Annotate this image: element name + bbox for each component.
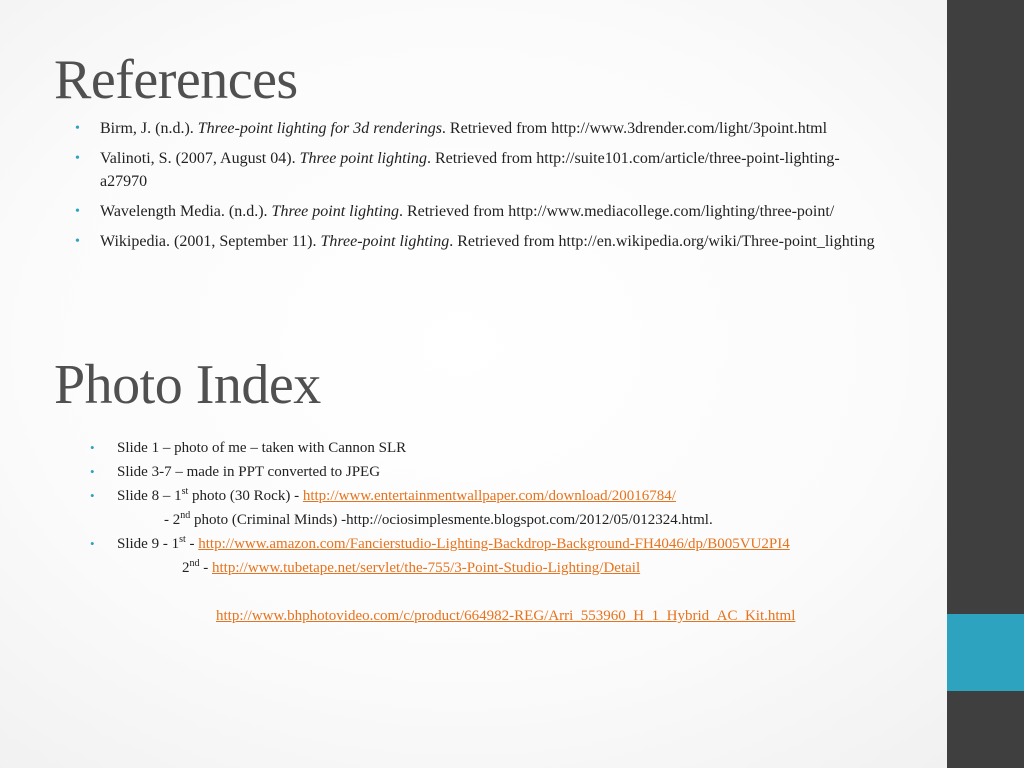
photo-item-text: - <box>185 536 199 552</box>
photo-index-heading: Photo Index <box>54 354 321 416</box>
sidebar-accent-block <box>947 614 1024 691</box>
photo-source-link[interactable]: http://www.entertainmentwallpaper.com/download/20016784/ <box>302 488 676 504</box>
photo-source-link[interactable]: http://www.tubetape.net/servlet/the-755/3-Point-Studio-Lighting/Detail <box>212 560 641 576</box>
reference-author: Valinoti, S. (2007, August 04). <box>100 150 296 167</box>
photo-item-text: 2 <box>182 560 190 576</box>
bullet-icon: • <box>90 488 95 503</box>
photo-source-link[interactable]: http://www.amazon.com/Fancierstudio-Lighting-Backdrop-Background-FH4046/dp/B005VU2PI4 <box>198 536 790 552</box>
photo-item-slide3-7 <box>90 462 890 482</box>
ordinal-suffix: nd <box>180 510 191 521</box>
reference-item <box>75 117 875 140</box>
reference-title: Three-point lighting for 3d renderings <box>197 120 442 137</box>
photo-item-text: Slide 8 – 1 <box>117 488 182 504</box>
reference-source: . Retrieved from http://www.mediacollege.com/lighting/three-point/ <box>398 203 835 220</box>
references-list <box>75 117 875 260</box>
reference-source: . Retrieved from http://www.3drender.com/light/3point.html <box>441 120 828 137</box>
photo-item-slide8 <box>90 486 890 506</box>
photo-item-slide8-second <box>90 510 890 530</box>
photo-item-text: photo (Criminal Minds) -http://ociosimplesmente.blogspot.com/2012/05/012324.html. <box>190 512 713 528</box>
bullet-icon: • <box>90 536 95 551</box>
ordinal-suffix: st <box>179 534 186 545</box>
ordinal-suffix: st <box>181 486 189 497</box>
photo-item-text: Slide 1 – photo of me – taken with Cannon SLR <box>117 440 407 456</box>
photo-item-text: - 2 <box>164 512 181 528</box>
reference-item <box>75 230 875 253</box>
photo-item-text: Slide 3-7 – made in PPT converted to JPEG <box>117 464 381 480</box>
photo-item-slide9-third-link-wrap <box>90 606 850 626</box>
photo-item-text: Slide 9 - 1 <box>117 536 180 552</box>
reference-author: Wavelength Media. (n.d.). <box>100 203 268 220</box>
photo-item-slide1 <box>90 438 890 458</box>
bullet-icon: • <box>75 234 80 249</box>
bullet-icon: • <box>90 440 95 455</box>
photo-index-list <box>90 438 890 582</box>
photo-item-text: photo (30 Rock) - <box>188 488 303 504</box>
ordinal-suffix: nd <box>189 558 200 569</box>
bullet-icon: • <box>90 464 95 479</box>
reference-item <box>75 147 875 193</box>
reference-title: Three-point lighting <box>320 233 450 250</box>
photo-item-slide9-second <box>90 558 890 578</box>
references-heading: References <box>54 49 298 111</box>
reference-source: . Retrieved from http://en.wikipedia.org/wiki/Three-point_lighting <box>449 233 875 250</box>
bullet-icon: • <box>75 121 80 136</box>
photo-source-link[interactable]: http://www.bhphotovideo.com/c/product/664982-REG/Arri_553960_H_1_Hybrid_AC_Kit.html <box>216 608 796 624</box>
reference-title: Three point lighting <box>271 203 399 220</box>
reference-author: Birm, J. (n.d.). <box>100 120 194 137</box>
photo-item-slide9 <box>90 534 890 554</box>
reference-item <box>75 200 875 223</box>
reference-source: . Retrieved from http://suite101.com/article/three-point-lighting-a27970 <box>100 150 840 190</box>
bullet-icon: • <box>75 204 80 219</box>
reference-author: Wikipedia. (2001, September 11). <box>100 233 317 250</box>
reference-title: Three point lighting <box>299 150 427 167</box>
bullet-icon: • <box>75 151 80 166</box>
photo-item-text: - <box>199 560 212 576</box>
